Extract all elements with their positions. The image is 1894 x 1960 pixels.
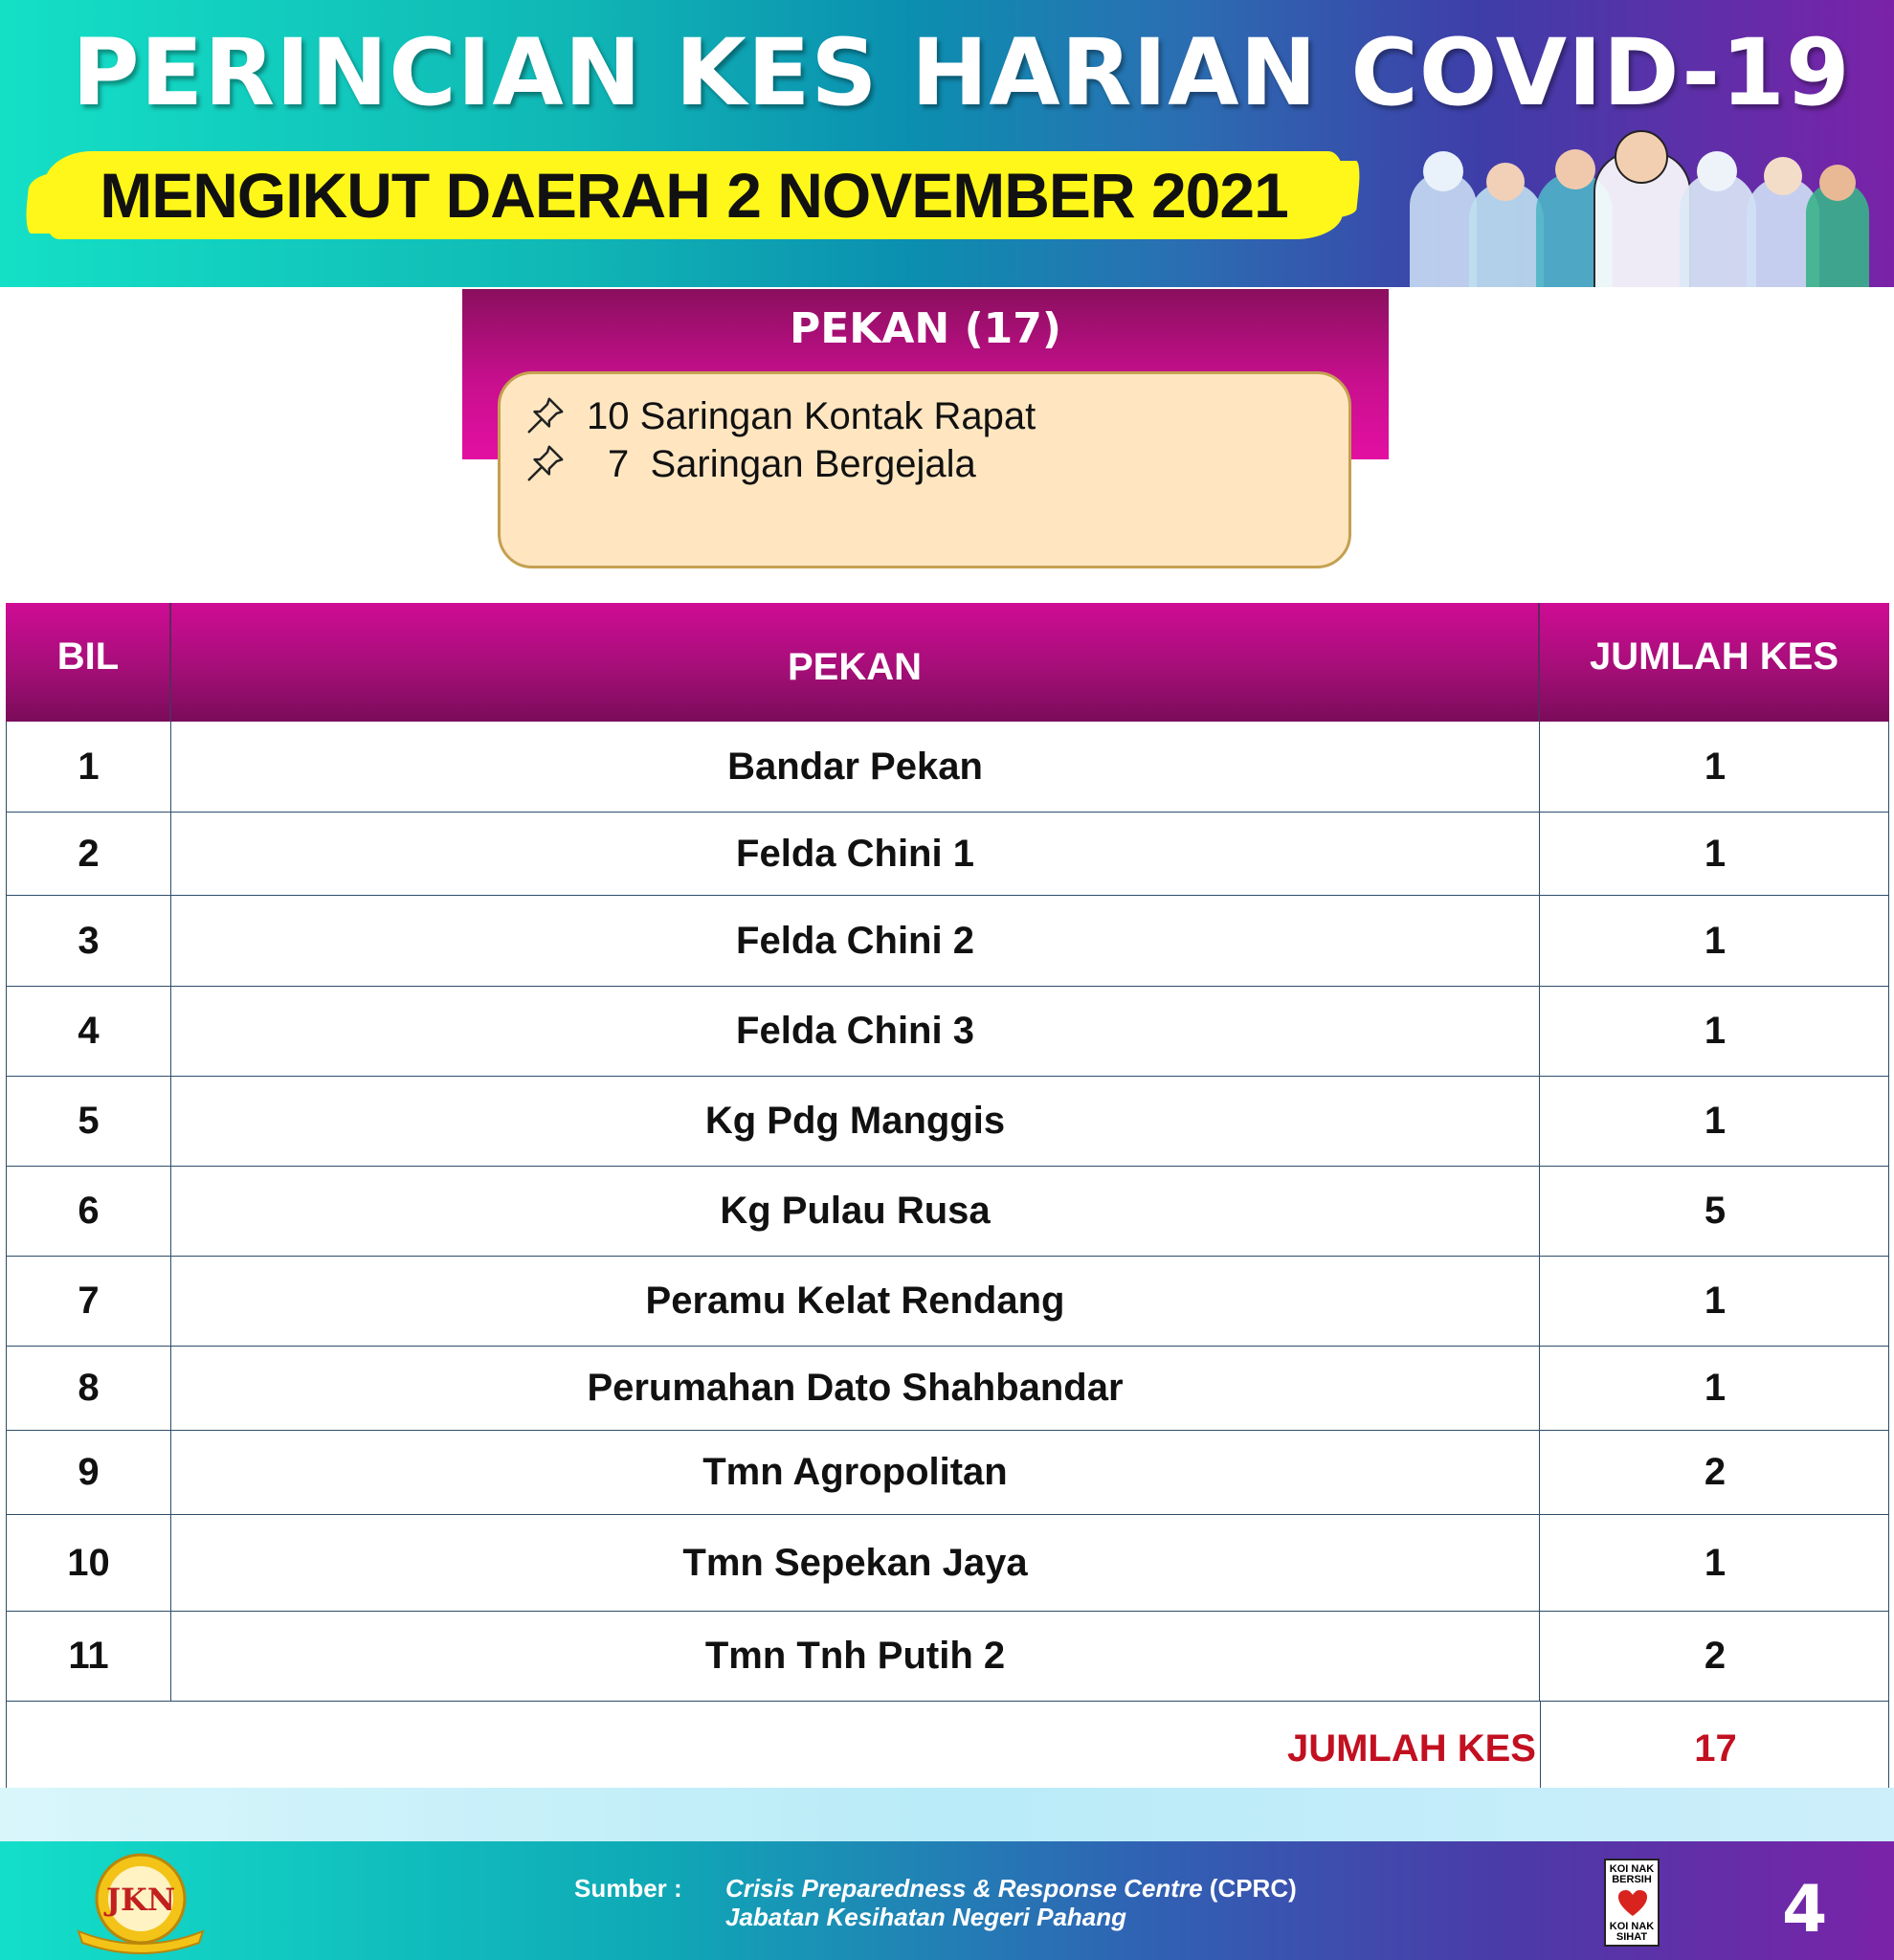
row-name: Bandar Pekan (171, 722, 1540, 812)
row-bil: 8 (7, 1347, 171, 1430)
table-row (7, 1257, 1888, 1347)
page-title: PERINCIAN KES HARIAN COVID-19 (72, 19, 1851, 126)
summary-item-kontak (587, 395, 1036, 438)
table-row (7, 1347, 1888, 1431)
source-org (725, 1874, 1297, 1904)
row-name: Perumahan Dato Shahbandar (171, 1347, 1540, 1430)
row-bil: 10 (7, 1515, 171, 1611)
table-row (7, 1431, 1888, 1515)
page-number: 4 (1782, 1872, 1828, 1948)
row-name: Felda Chini 2 (171, 896, 1540, 986)
total-value: 17 (1540, 1702, 1890, 1795)
row-jumlah: 1 (1704, 745, 1727, 788)
header-divider (169, 603, 171, 722)
row-jumlah: 1 (1704, 919, 1727, 962)
row-name: Kg Pulau Rusa (171, 1167, 1540, 1256)
row-jumlah: 1 (1704, 1367, 1727, 1409)
source-org-abbr: (CPRC) (1209, 1874, 1297, 1903)
heart-icon (1617, 1889, 1648, 1918)
source-label: Sumber : (574, 1874, 682, 1903)
total-label: JUMLAH KES (1286, 1726, 1536, 1770)
row-jumlah: 5 (1704, 1190, 1727, 1232)
jkn-logo (59, 1849, 222, 1954)
row-jumlah: 2 (1704, 1451, 1727, 1493)
row-jumlah: 1 (1704, 1280, 1727, 1322)
row-bil: 1 (7, 722, 171, 812)
district-summary (498, 371, 1351, 568)
row-name: Peramu Kelat Rendang (171, 1257, 1540, 1346)
summary-count: 7 (608, 443, 630, 485)
source-org-name: Crisis Preparedness & Response Centre (725, 1874, 1203, 1903)
table-row (7, 987, 1888, 1077)
row-bil: 5 (7, 1077, 171, 1166)
row-bil: 9 (7, 1431, 171, 1514)
district-title: PEKAN (17) (789, 304, 1062, 353)
row-name: Tmn Sepekan Jaya (171, 1515, 1540, 1611)
row-name: Felda Chini 1 (171, 813, 1540, 895)
health-workers-illustration (1393, 124, 1881, 287)
source-dept: Jabatan Kesihatan Negeri Pahang (725, 1903, 1127, 1931)
row-jumlah: 1 (1704, 1100, 1727, 1142)
table-row (7, 1612, 1888, 1702)
row-bil: 11 (7, 1612, 171, 1701)
row-name: Kg Pdg Manggis (171, 1077, 1540, 1166)
table-row (7, 813, 1888, 896)
summary-count: 10 (587, 395, 630, 437)
pushpin-icon (524, 393, 568, 437)
summary-item-bergejala (608, 443, 976, 486)
koi-nak-sihat-logo: KOI NAK BERSIH KOI NAK SIHAT (1604, 1859, 1660, 1947)
header-divider (1538, 603, 1540, 722)
row-jumlah: 1 (1704, 1010, 1727, 1052)
footer-fade (0, 1788, 1894, 1841)
table-row (7, 896, 1888, 987)
header-jumlah-kes: JUMLAH KES (1589, 635, 1839, 678)
header-bil: BIL (56, 635, 120, 678)
table-header (6, 603, 1889, 722)
table-row (7, 1515, 1888, 1612)
row-jumlah: 1 (1704, 1541, 1727, 1584)
row-name: Felda Chini 3 (171, 987, 1540, 1076)
row-bil: 3 (7, 896, 171, 986)
row-name: Tmn Agropolitan (171, 1431, 1540, 1514)
table-row (7, 1077, 1888, 1167)
row-bil: 4 (7, 987, 171, 1076)
header-banner (0, 0, 1894, 287)
row-jumlah: 2 (1704, 1635, 1727, 1677)
row-bil: 6 (7, 1167, 171, 1256)
table-row (7, 1167, 1888, 1257)
cases-table (6, 603, 1889, 1796)
page-subtitle: MENGIKUT DAERAH 2 NOVEMBER 2021 (100, 160, 1288, 231)
row-bil: 2 (7, 813, 171, 895)
row-name: Tmn Tnh Putih 2 (171, 1612, 1540, 1701)
table-body (6, 722, 1889, 1796)
footer-bar (0, 1841, 1894, 1960)
header-pekan: PEKAN (787, 645, 923, 688)
summary-label: Saringan Bergejala (650, 443, 976, 485)
pushpin-icon (524, 441, 568, 485)
svg-text:JKN: JKN (105, 1882, 176, 1918)
row-jumlah: 1 (1704, 832, 1727, 875)
total-row (7, 1702, 1888, 1796)
table-row (7, 722, 1888, 813)
summary-label: Saringan Kontak Rapat (639, 395, 1036, 437)
row-bil: 7 (7, 1257, 171, 1346)
